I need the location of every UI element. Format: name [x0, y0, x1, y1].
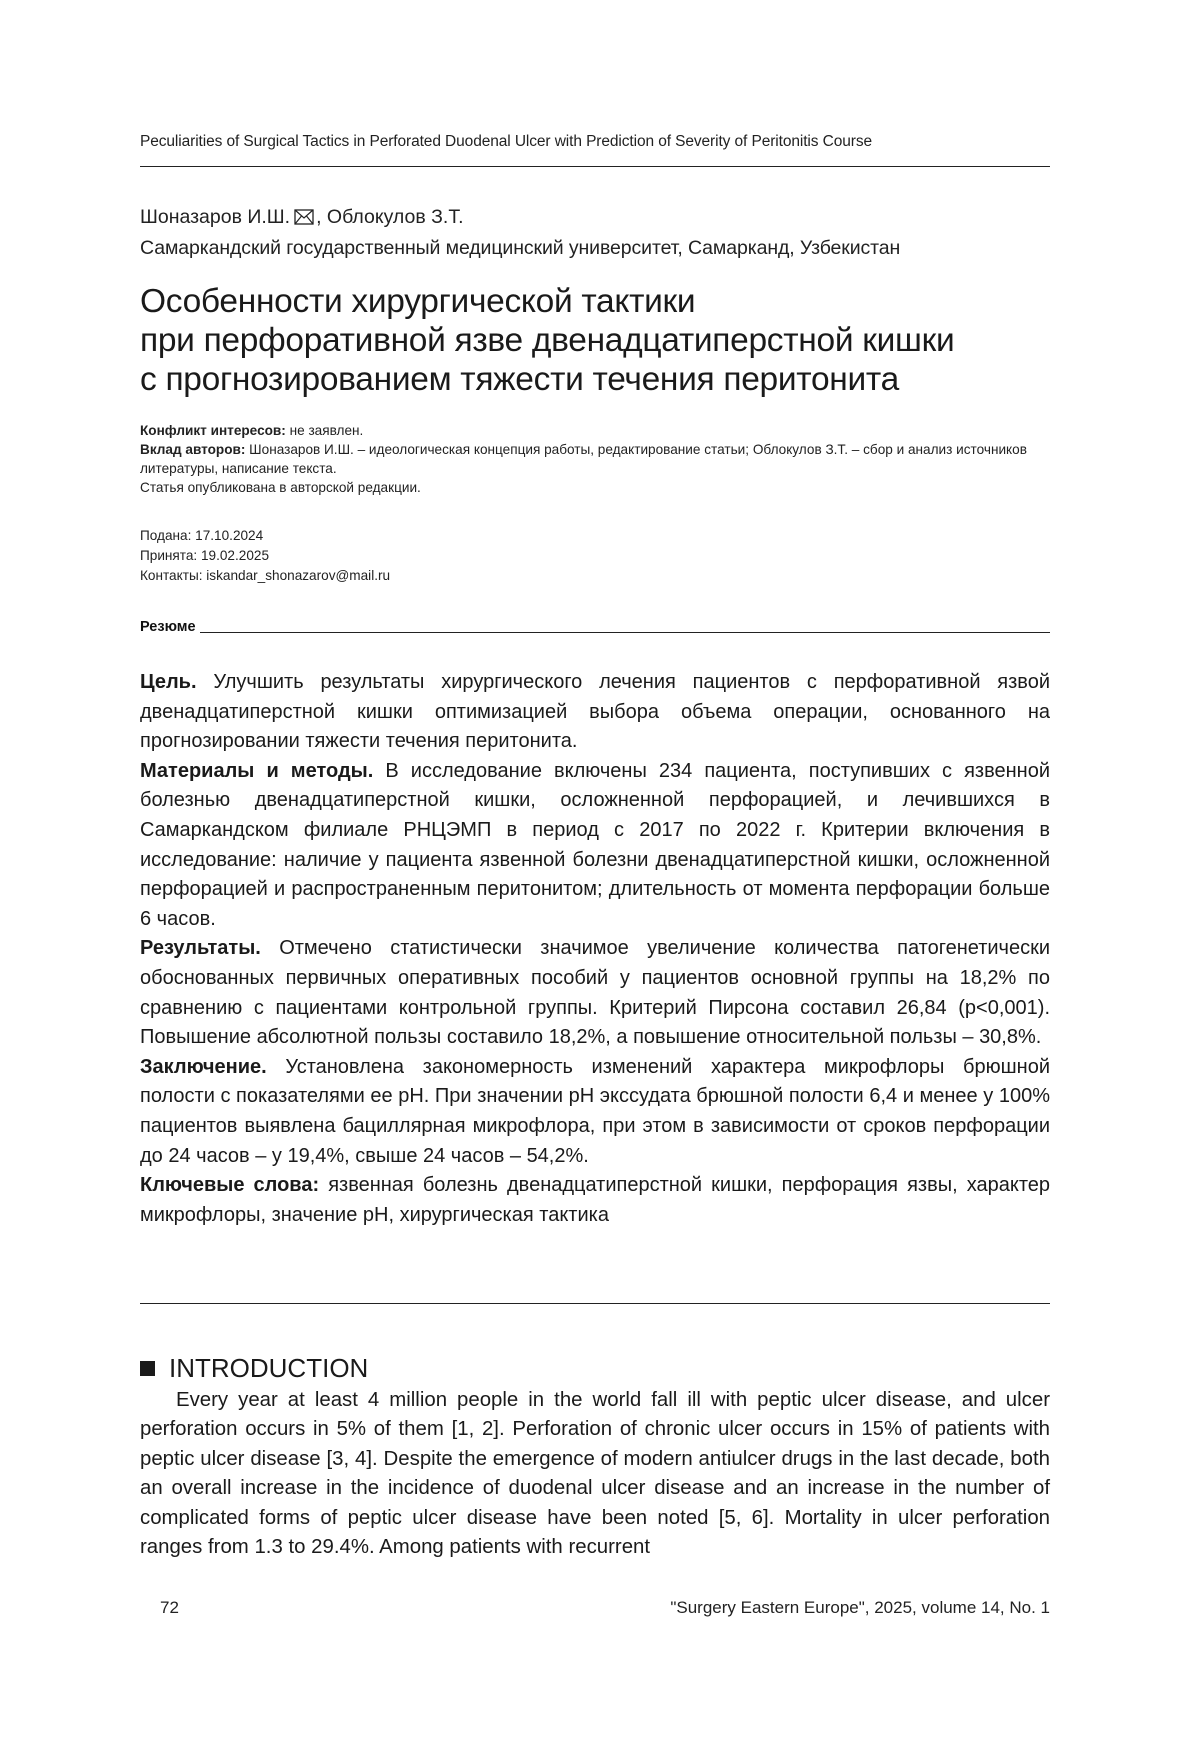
- accepted-date: Принята: 19.02.2025: [140, 548, 270, 563]
- abstract-aim: [140, 668, 1050, 757]
- author-1: Шоназаров И.Ш.: [140, 206, 291, 228]
- title-line: Особенности хирургической тактики: [140, 283, 696, 320]
- keywords-text: язвенная болезнь двенадцатиперстной кишки, перфорация язвы, характер микрофлоры, значение pH, хирургическая тактика: [140, 1174, 1050, 1226]
- affiliation: Самаркандский государственный медицинский университет, Самарканд, Узбекистан: [140, 237, 901, 259]
- introduction-paragraph: Every year at least 4 million people in the world fall ill with peptic ulcer disease, and ulcer perforation occurs in 5% of them [1, 2]. Perforation of chronic ulcer occurs in 15% of patients with peptic ulcer disease [3, 4]. Despite the emergence of modern antiulcer drugs in the last decade, both an overall increase in the incidence of duodenal ulcer disease and an increase in the number of complicated forms of peptic ulcer disease have been noted [5, 6]. Mortality in ulcer perforation ranges from 1.3 to 29.4%. Among patients with recurrent: [140, 1389, 1050, 1559]
- conflict-label: Конфликт интересов:: [140, 423, 286, 438]
- abstract-methods: [140, 757, 1050, 935]
- abstract-keywords: [140, 1171, 1050, 1230]
- resume-rule: [200, 632, 1050, 633]
- resume-heading: [140, 619, 1050, 635]
- results-label: Результаты.: [140, 937, 261, 960]
- author-2: , Облокулов З.Т.: [316, 206, 464, 228]
- page-number: 72: [160, 1598, 179, 1617]
- authors: [140, 206, 464, 231]
- keywords-label: Ключевые слова:: [140, 1174, 320, 1197]
- article-title: [140, 282, 1060, 399]
- resume-label: Резюме: [140, 619, 196, 635]
- methods-label: Материалы и методы.: [140, 759, 374, 782]
- submitted-date: Подана: 17.10.2024: [140, 528, 264, 543]
- header-divider: [140, 166, 1050, 167]
- article-dates: [140, 526, 390, 586]
- methods-text: В исследование включены 234 пациента, поступивших с язвенной болезнью двенадцатиперстной кишки, осложненной перфорацией, и лечившихся в Самаркандском филиале РНЦЭМП в период с 2017 по 2022 г. Критерии включения в исследование: наличие у пациента язвенной болезни двенадцатиперстной кишки, осложненной перфорацией и распространенным перитонитом; длительность от момента перфорации больше 6 часов.: [140, 759, 1050, 930]
- title-line: с прогнозированием тяжести течения перитонита: [140, 361, 899, 398]
- results-text: Отмечено статистически значимое увеличение количества патогенетически обоснованных первичных оперативных пособий у пациентов основной группы на 18,2% по сравнению с пациентами контрольной группы. Критерий Пирсона составил 26,84 (p<0,001). Повышение абсолютной пользы составило 18,2%, а повышение относительной пользы – 30,8%.: [140, 937, 1050, 1049]
- abstract: [140, 668, 1050, 1230]
- aim-label: Цель.: [140, 671, 197, 693]
- contact-email[interactable]: Контакты: iskandar_shonazarov@mail.ru: [140, 568, 391, 583]
- introduction-body: [140, 1386, 1050, 1562]
- contribution-label: Вклад авторов:: [140, 442, 246, 457]
- contribution-text: Шоназаров И.Ш. – идеологическая концепция работы, редактирование статьи; Облокулов З.Т. – сбор и анализ источников литературы, написание текста.: [140, 442, 1027, 476]
- abstract-divider: [140, 1303, 1050, 1304]
- article-meta: [140, 421, 1050, 497]
- abstract-results: [140, 934, 1050, 1052]
- conclusion-label: Заключение.: [140, 1055, 267, 1078]
- envelope-icon[interactable]: [294, 208, 314, 231]
- introduction-title: INTRODUCTION: [169, 1353, 369, 1383]
- title-line: при перфоративной язве двенадцатиперстной кишки: [140, 322, 955, 359]
- square-bullet-icon: [140, 1361, 155, 1376]
- journal-citation: "Surgery Eastern Europe", 2025, volume 14, No. 1: [670, 1598, 1050, 1617]
- aim-text: Улучшить результаты хирургического лечения пациентов с перфоративной язвой двенадцатиперстной кишки оптимизацией выбора объема операции, основанного на прогнозировании тяжести течения перитонита.: [140, 671, 1050, 753]
- abstract-conclusion: [140, 1053, 1050, 1171]
- conflict-text: не заявлен.: [285, 423, 364, 438]
- running-head: Peculiarities of Surgical Tactics in Perforated Duodenal Ulcer with Prediction of Severity of Peritonitis Course: [140, 133, 872, 150]
- conclusion-text: Установлена закономерность изменений характера микрофлоры брюшной полости с показателями ее pH. При значении pH экссудата брюшной полости 6,4 и менее у 100% пациентов выявлена бациллярная микрофлора, при этом в зависимости от сроков перфорации до 24 часов – у 19,4%, свыше 24 часов – 54,2%.: [140, 1055, 1050, 1167]
- introduction-heading: [140, 1353, 368, 1384]
- edition-note: Статья опубликована в авторской редакции.: [140, 480, 421, 495]
